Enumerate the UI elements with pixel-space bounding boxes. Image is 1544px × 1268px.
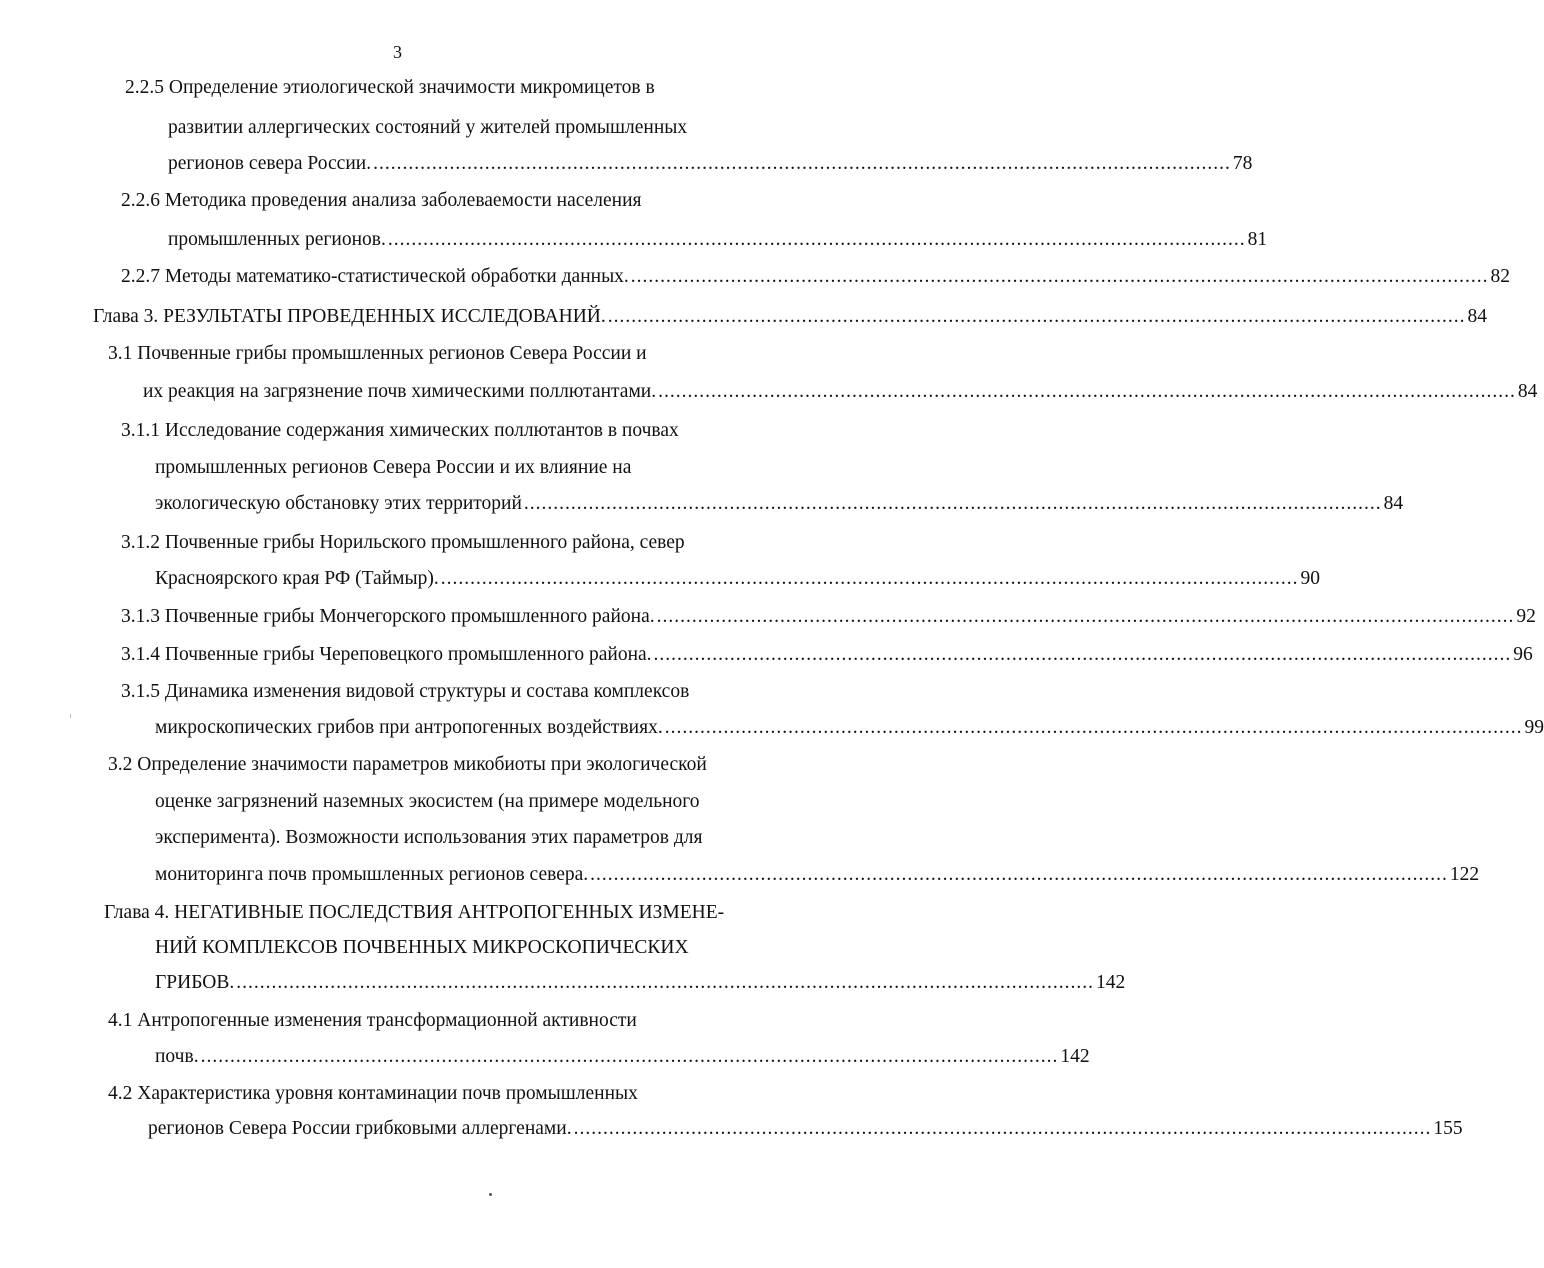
leader-dots: .................................................................................................................................................. <box>573 1118 1432 1139</box>
leader-dots: .................................................................................................................................................. <box>658 381 1516 402</box>
leader-dots: .................................................................................................................................................. <box>653 644 1512 665</box>
toc-page-number: 155 <box>1433 1118 1463 1139</box>
scan-speck <box>489 1193 492 1196</box>
leader-dots: .................................................................................................................................................. <box>630 266 1489 287</box>
toc-line: Глава 4. НЕГАТИВНЫЕ ПОСЛЕДСТВИЯ АНТРОПОГЕННЫХ ИЗМЕНЕ- <box>104 902 725 923</box>
toc-entry[interactable]: экологическую обстановку этих территорий .................................................................................................................................................. 84 <box>155 489 746 519</box>
toc-entry[interactable]: 2.2.7 Методы математико-статистической обработки данных. .................................................................................................................................................. 82 <box>121 262 746 292</box>
toc-line: эксперимента). Возможности использования этих параметров для <box>155 827 703 848</box>
leader-dots: .................................................................................................................................................. <box>656 606 1515 627</box>
toc-line: 4.2 Характеристика уровня контаминации почв промышленных <box>108 1083 638 1104</box>
toc-entry[interactable]: микроскопических грибов при антропогенных воздействиях. .................................................................................................................................................. 99 <box>155 713 746 743</box>
leader-dots: .................................................................................................................................................. <box>236 972 1094 993</box>
toc-entry[interactable]: Глава 3. РЕЗУЛЬТАТЫ ПРОВЕДЕННЫХ ИССЛЕДОВАНИЙ. .................................................................................................................................................. 84 <box>93 302 746 332</box>
toc-line: оценке загрязнений наземных экосистем (на примере модельного <box>155 791 700 812</box>
toc-entry[interactable]: мониторинга почв промышленных регионов севера. .................................................................................................................................................. 122 <box>155 860 746 890</box>
leader-dots: .................................................................................................................................................. <box>440 568 1299 589</box>
toc-page-number: 142 <box>1095 972 1126 993</box>
toc-entry[interactable]: их реакция на загрязнение почв химическими поллютантами. .................................................................................................................................................. 84 <box>143 377 746 407</box>
leader-dots: .................................................................................................................................................. <box>387 229 1246 250</box>
toc-entry[interactable]: 3.1.4 Почвенные грибы Череповецкого промышленного района. .................................................................................................................................................. 96 <box>121 640 746 670</box>
toc-entry[interactable]: промышленных регионов. .................................................................................................................................................. 81 <box>168 225 746 255</box>
toc-line: развитии аллергических состояний у жителей промышленных <box>168 117 688 138</box>
toc-page-number: 99 <box>1524 717 1544 738</box>
leader-dots: .................................................................................................................................................. <box>200 1046 1059 1067</box>
leader-dots: .................................................................................................................................................. <box>523 493 1382 514</box>
toc-page-number: 96 <box>1513 644 1533 665</box>
toc-entry[interactable]: регионов Севера России грибковыми аллергенами. .................................................................................................................................................. 155 <box>148 1114 746 1144</box>
toc-line: 3.2 Определение значимости параметров микобиоты при экологической <box>108 754 707 775</box>
toc-page-number: 78 <box>1232 153 1253 174</box>
leader-dots: .................................................................................................................................................. <box>590 864 1448 885</box>
toc-line: 3.1.2 Почвенные грибы Норильского промышленного района, север <box>121 532 685 553</box>
toc-page-number: 84 <box>1517 381 1538 402</box>
toc-line: 3.1.5 Динамика изменения видовой структуры и состава комплексов <box>121 681 690 702</box>
toc-line: 2.2.5 Определение этиологической значимости микромицетов в <box>125 77 655 98</box>
toc-line: 3.1.1 Исследование содержания химических поллютантов в почвах <box>121 420 679 441</box>
toc-page-number: 81 <box>1247 229 1268 250</box>
toc-line: 3.1 Почвенные грибы промышленных регионов Севера России и <box>108 343 647 364</box>
toc-entry[interactable]: Красноярского края РФ (Таймыр). .................................................................................................................................................. 90 <box>155 564 746 594</box>
toc-line: НИЙ КОМПЛЕКСОВ ПОЧВЕННЫХ МИКРОСКОПИЧЕСКИХ <box>155 937 689 958</box>
toc-line: 2.2.6 Методика проведения анализа заболеваемости населения <box>121 190 642 211</box>
toc-entry[interactable]: 3.1.3 Почвенные грибы Мончегорского промышленного района. .................................................................................................................................................. 92 <box>121 602 746 632</box>
toc-line: 4.1 Антропогенные изменения трансформационной активности <box>108 1010 637 1031</box>
toc-page-number: 84 <box>1467 306 1487 327</box>
page-number: 3 <box>393 42 402 62</box>
scan-mark <box>70 714 71 718</box>
toc-page-number: 82 <box>1490 266 1511 287</box>
toc-page-number: 142 <box>1060 1046 1090 1067</box>
toc-line: промышленных регионов Севера России и их влияние на <box>155 457 632 478</box>
toc-entry[interactable]: ГРИБОВ. .................................................................................................................................................. 142 <box>155 968 746 998</box>
leader-dots: .................................................................................................................................................. <box>664 717 1523 738</box>
toc-page-number: 90 <box>1300 568 1320 589</box>
toc-entry[interactable]: почв. .................................................................................................................................................. 142 <box>155 1042 746 1072</box>
leader-dots: .................................................................................................................................................. <box>373 153 1231 174</box>
toc-entry[interactable]: регионов севера России. .................................................................................................................................................. 78 <box>168 149 746 179</box>
toc-page-number: 92 <box>1516 606 1536 627</box>
toc-page-number: 122 <box>1449 864 1480 885</box>
toc-page-number: 84 <box>1383 493 1404 514</box>
leader-dots: .................................................................................................................................................. <box>607 306 1466 327</box>
